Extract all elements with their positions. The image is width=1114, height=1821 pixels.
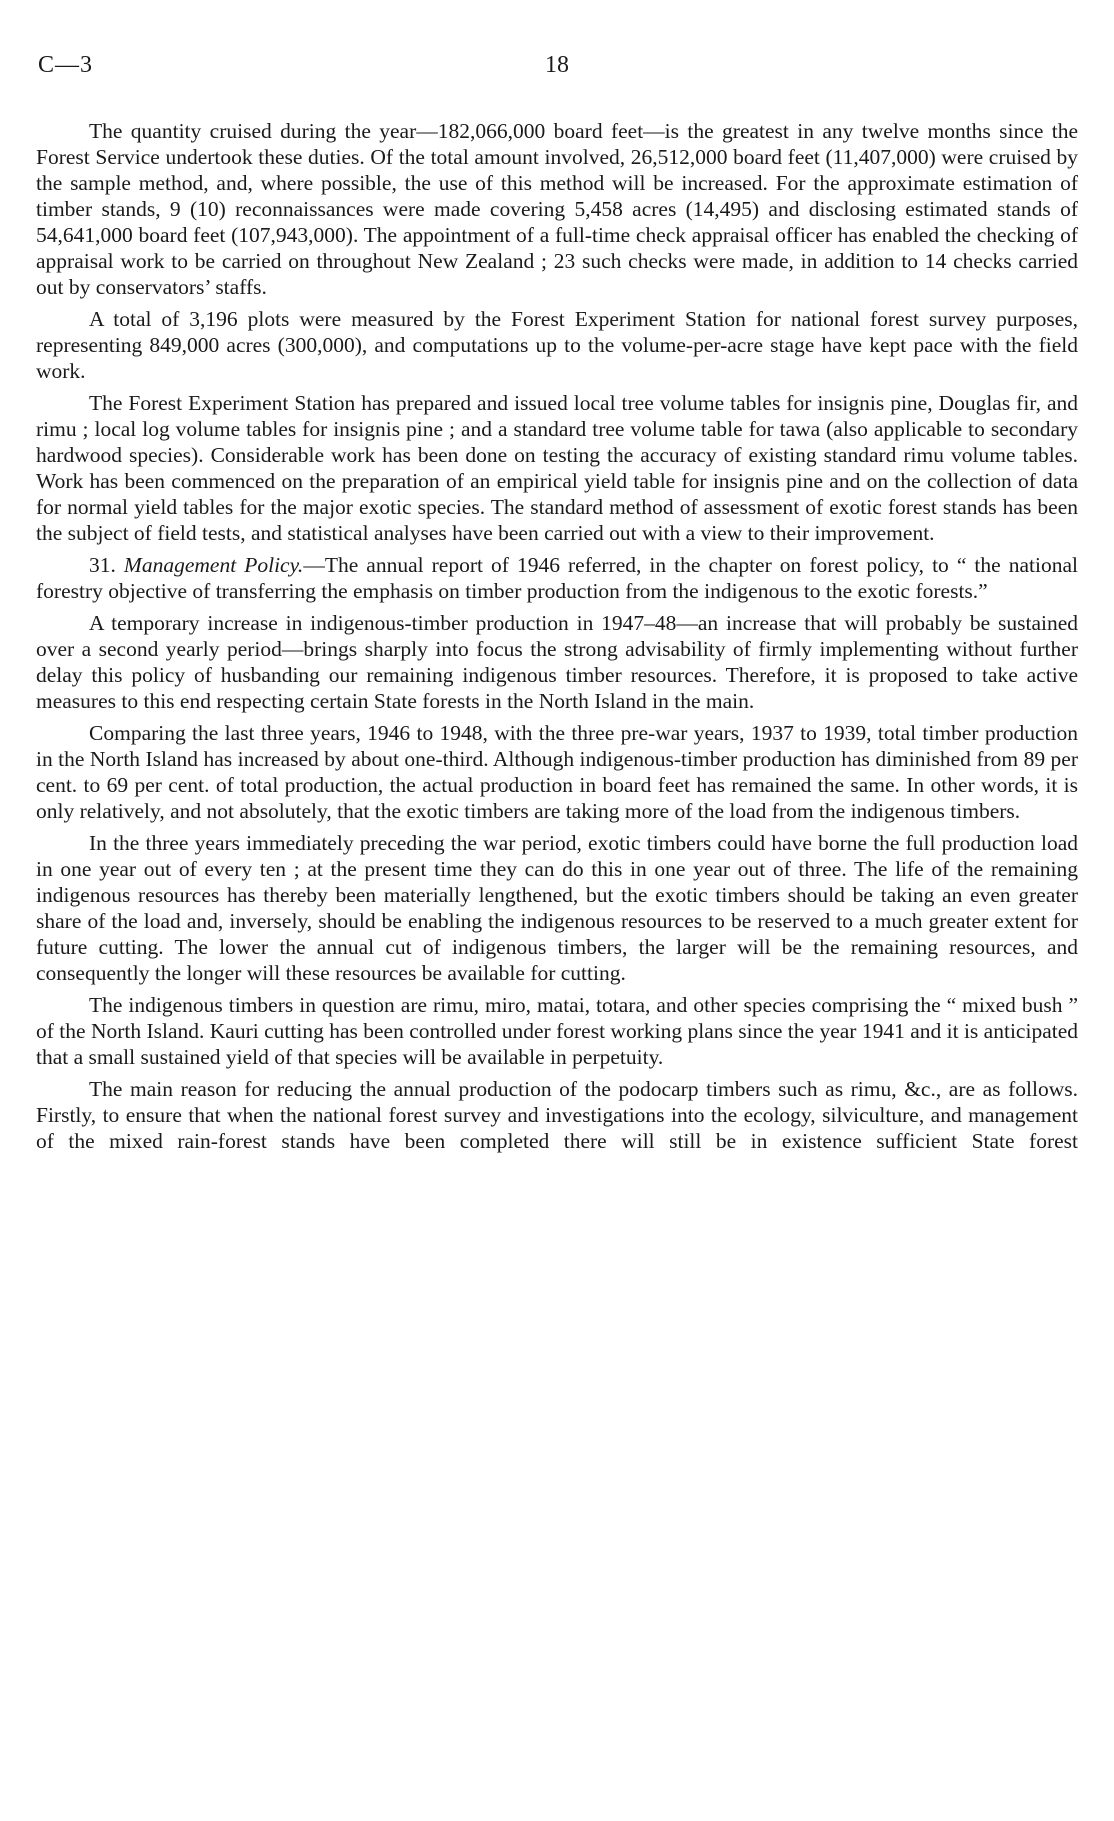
paragraph-forest-survey-plots: A total of 3,196 plots were measured by the Forest Experiment Station for national forest survey purposes, representing 849,000 acres (300,000), and computations up to the volume-per-acre stage have kept pace with the field work. <box>36 307 1078 383</box>
paragraph-exotic-load: In the three years immediately preceding the war period, exotic timbers could have borne the full production load in one year out of every ten ; at the present time they can do this in one year out of three. The life of the remaining indigenous resources has thereby been materially lengthened, but the exotic timbers should be taking an even greater share of the load and, inversely, should be enabling the indigenous resources to be reserved to a much greater extent for future cutting. The lower the annual cut of indigenous timbers, the larger will be the remaining resources, and consequently the longer will these resources be available for cutting. <box>36 831 1078 985</box>
document-reference: C—3 <box>38 52 94 78</box>
page-number: 18 <box>545 52 569 78</box>
page-header <box>36 52 1078 88</box>
section-heading: Management Policy. <box>123 553 304 577</box>
paragraph-management-policy <box>36 552 1078 604</box>
section-text: —The annual report of 1946 referred, in the chapter on forest policy, to “ the national forestry objective of transferring the emphasis on timber production from the indigenous to the exotic forests.” <box>36 553 1078 603</box>
paragraph-reduction-reasons: The main reason for reducing the annual production of the podocarp timbers such as rimu, &c., are as follows. Firstly, to ensure that when the national forest survey and investigations into the ecology, silviculture, and management of the mixed rain-forest stands have been completed there will still be in existence sufficient State forest <box>36 1077 1078 1153</box>
paragraph-timber-cruising: The quantity cruised during the year—182,066,000 board feet—is the greatest in any twelve months since the Forest Service undertook these duties. Of the total amount involved, 26,512,000 board feet (11,407,000) were cruised by the sample method, and, where possible, the use of this method will be increased. For the approximate estimation of timber stands, 9 (10) reconnaissances were made covering 5,458 acres (14,495) and disclosing estimated stands of 54,641,000 board feet (107,943,000). The appointment of a full-time check appraisal officer has enabled the checking of appraisal work to be carried on throughout New Zealand ; 23 such checks were made, in addition to 14 checks carried out by conservators’ staffs. <box>36 119 1078 299</box>
paragraph-indigenous-species: The indigenous timbers in question are rimu, miro, matai, totara, and other species comprising the “ mixed bush ” of the North Island. Kauri cutting has been controlled under forest working plans since the year 1941 and it is anticipated that a small sustained yield of that species will be available in perpetuity. <box>36 993 1078 1069</box>
section-number: 31. <box>89 553 116 577</box>
paragraph-volume-tables: The Forest Experiment Station has prepared and issued local tree volume tables for insignis pine, Douglas fir, and rimu ; local log volume tables for insignis pine ; and a standard tree volume table for tawa (also applicable to secondary hardwood species). Considerable work has been done on testing the accuracy of existing standard rimu volume tables. Work has been commenced on the preparation of an empirical yield table for insignis pine and on the collection of data for normal yield tables for the major exotic species. The standard method of assessment of exotic forest stands has been the subject of field tests, and statistical analyses have been carried out with a view to their improvement. <box>36 391 1078 545</box>
paragraph-production-comparison: Comparing the last three years, 1946 to 1948, with the three pre-war years, 1937 to 1939, total timber production in the North Island has increased by about one-third. Although indigenous-timber production has diminished from 89 per cent. to 69 per cent. of total production, the actual production in board feet has remained the same. In other words, it is only relatively, and not absolutely, that the exotic timbers are taking more of the load from the indigenous timbers. <box>36 721 1078 823</box>
paragraph-temporary-increase: A temporary increase in indigenous-timber production in 1947–48—an increase that will probably be sustained over a second yearly period—brings sharply into focus the strong advisability of firmly implementing without further delay this policy of husbanding our remaining indigenous timber resources. Therefore, it is proposed to take active measures to this end respecting certain State forests in the North Island in the main. <box>36 611 1078 713</box>
body-text <box>36 118 1078 1160</box>
